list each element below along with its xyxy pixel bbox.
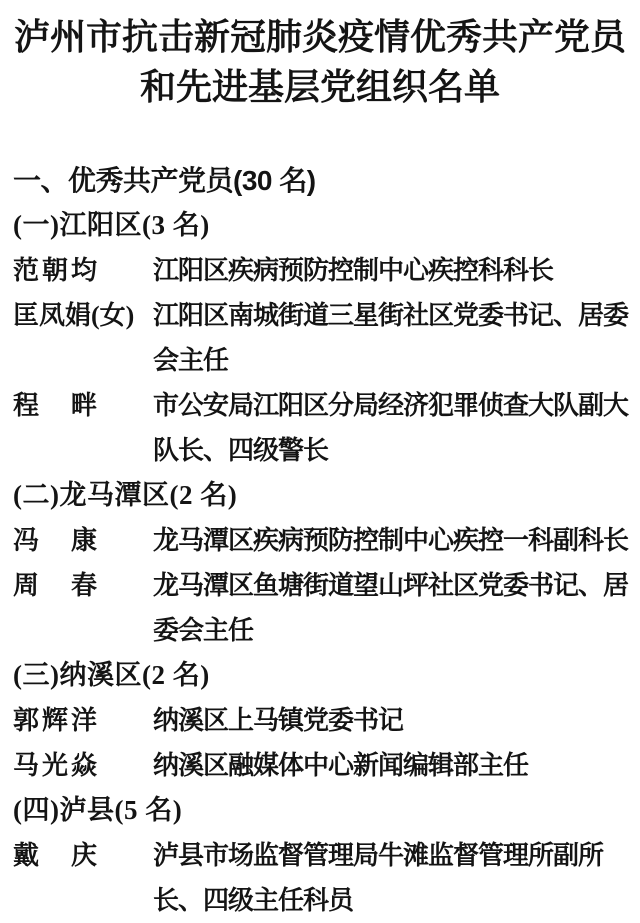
member-name-text: 郭辉洋 bbox=[13, 706, 97, 735]
member-name bbox=[13, 383, 153, 428]
list-item bbox=[13, 293, 632, 383]
group-heading: (四)泸县(5 名) bbox=[13, 795, 183, 825]
title-line-2: 和先进基层党组织名单 bbox=[139, 66, 500, 107]
list-item bbox=[13, 563, 632, 653]
group-entries bbox=[13, 833, 632, 923]
member-name-text: 周春 bbox=[13, 571, 97, 600]
member-name bbox=[13, 698, 153, 743]
member-role: 江阳区疾病预防控制中心疾控科科长 bbox=[153, 256, 554, 285]
group-entries bbox=[13, 518, 632, 653]
group-entries bbox=[13, 248, 632, 473]
list-item bbox=[13, 248, 632, 293]
member-name bbox=[13, 563, 153, 608]
group-heading: (三)纳溪区(2 名) bbox=[13, 660, 210, 690]
group bbox=[13, 203, 632, 473]
member-name bbox=[13, 248, 153, 293]
group bbox=[13, 653, 632, 788]
member-name-text: 程畔 bbox=[13, 391, 97, 420]
member-role: 泸县市场监督管理局牛滩监督管理所副所长、四级主任科员 bbox=[153, 841, 604, 915]
member-role: 龙马潭区疾病预防控制中心疾控一科副科长 bbox=[153, 526, 629, 555]
section-heading: 一、优秀共产党员(30 名) bbox=[13, 165, 316, 196]
member-name-text: 范朝均 bbox=[13, 256, 97, 285]
member-name bbox=[13, 293, 153, 338]
member-name-text: 冯康 bbox=[13, 526, 97, 555]
list-item bbox=[13, 383, 632, 473]
member-name bbox=[13, 743, 153, 788]
member-name-text: 马光焱 bbox=[13, 751, 97, 780]
member-name-text: 戴庆 bbox=[13, 841, 97, 870]
group bbox=[13, 788, 632, 923]
group bbox=[13, 473, 632, 653]
member-role: 纳溪区融媒体中心新闻编辑部主任 bbox=[153, 751, 529, 780]
list-item bbox=[13, 743, 632, 788]
list-item bbox=[13, 833, 632, 923]
member-name-text: 匡凤娟(女) bbox=[13, 301, 135, 330]
member-name bbox=[13, 833, 153, 878]
group-heading: (二)龙马潭区(2 名) bbox=[13, 480, 238, 510]
member-role: 龙马潭区鱼塘街道望山坪社区党委书记、居委会主任 bbox=[153, 571, 629, 645]
member-role: 市公安局江阳区分局经济犯罪侦查大队副大队长、四级警长 bbox=[153, 391, 629, 465]
list-item bbox=[13, 698, 632, 743]
group-entries bbox=[13, 698, 632, 788]
member-role: 江阳区南城街道三星街社区党委书记、居委会主任 bbox=[153, 301, 629, 375]
document-title bbox=[0, 0, 640, 112]
list-item bbox=[13, 518, 632, 563]
groups bbox=[13, 203, 632, 923]
group-heading: (一)江阳区(3 名) bbox=[13, 210, 210, 240]
member-role: 纳溪区上马镇党委书记 bbox=[153, 706, 404, 735]
member-name bbox=[13, 518, 153, 563]
title-line-1: 泸州市抗击新冠肺炎疫情优秀共产党员 bbox=[13, 16, 626, 57]
name-list bbox=[0, 158, 640, 923]
